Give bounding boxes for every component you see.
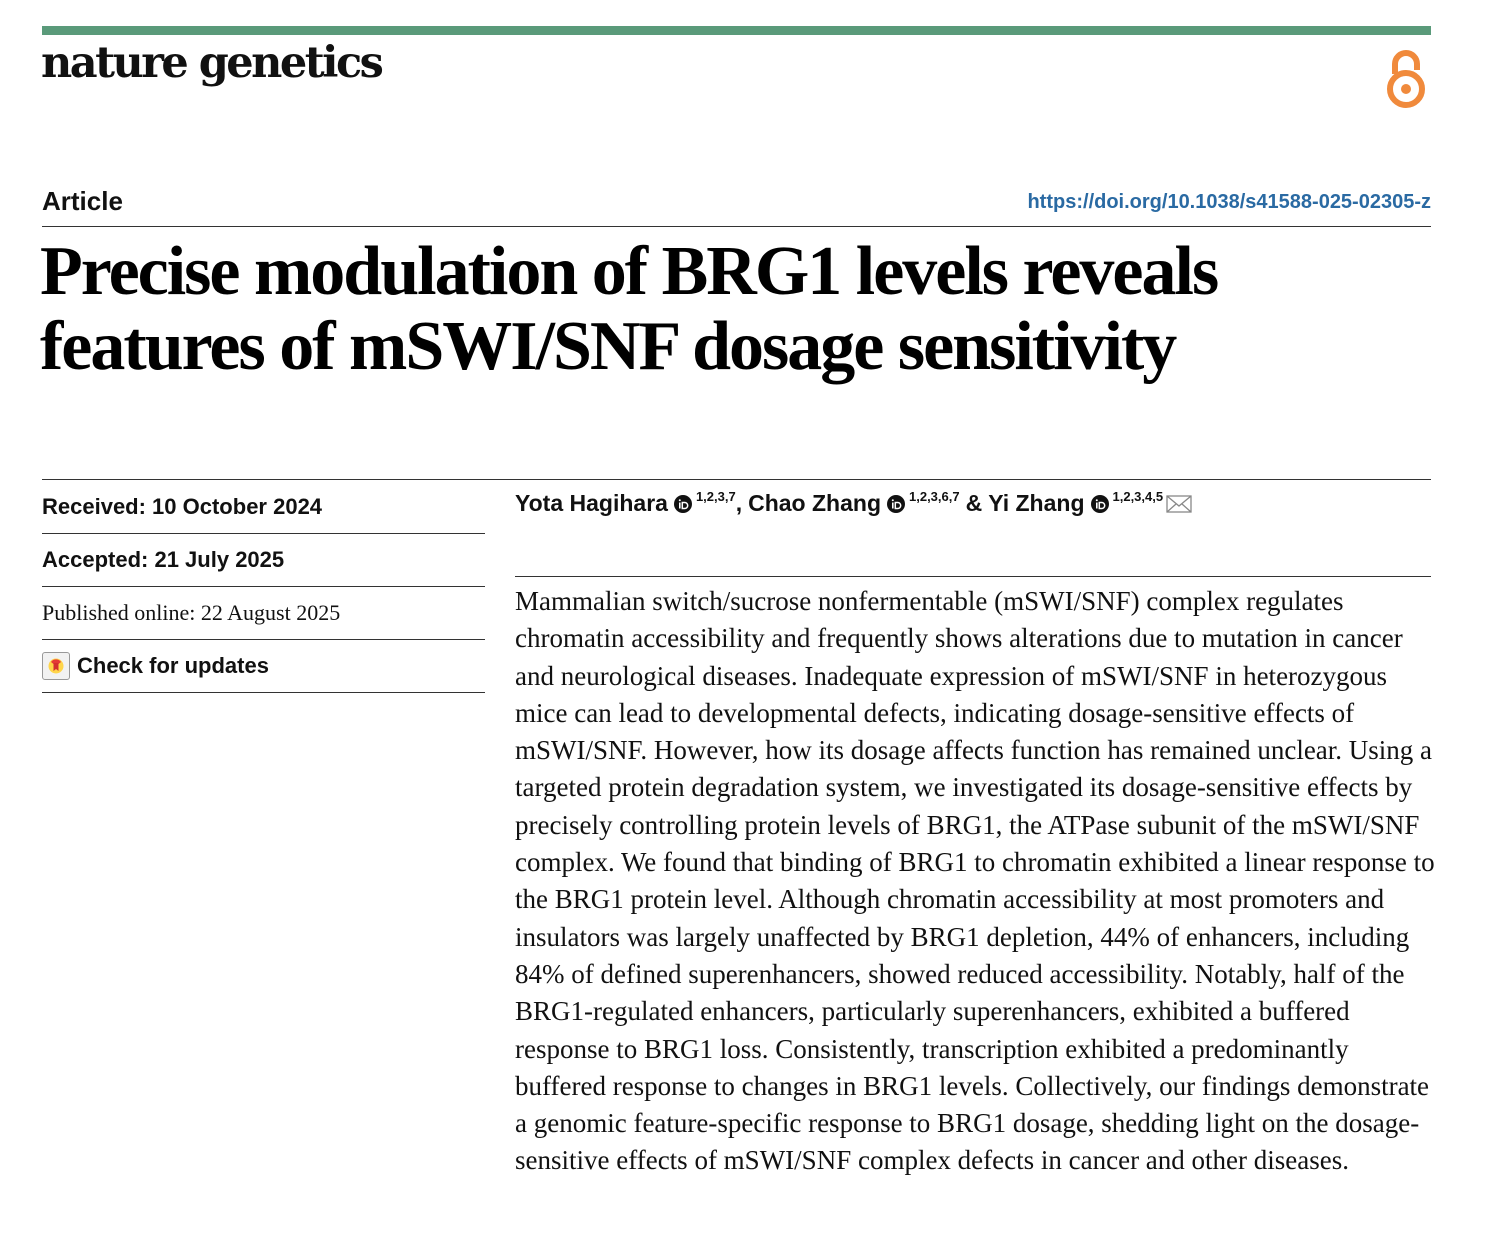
publication-dates: [42, 481, 485, 693]
email-icon[interactable]: [1166, 494, 1192, 514]
author-name[interactable]: Chao Zhang: [748, 490, 881, 516]
author-name[interactable]: Yota Hagihara: [515, 490, 668, 516]
author-list: [515, 490, 1192, 517]
author-separator: ,: [735, 490, 743, 516]
open-access-icon: [1383, 44, 1429, 110]
published-date: Published online: 22 August 2025: [42, 587, 485, 640]
check-for-updates-icon: [42, 652, 70, 680]
journal-accent-bar: [42, 26, 1431, 35]
author-separator: &: [965, 490, 983, 516]
article-title: Precise modulation of BRG1 levels reveals features of mSWI/SNF dosage sensitivity: [40, 233, 1218, 385]
article-type: Article: [42, 186, 123, 216]
title-divider: [42, 226, 1431, 227]
author-name[interactable]: Yi Zhang: [988, 490, 1085, 516]
doi-link[interactable]: https://doi.org/10.1038/s41588-025-02305-z: [1027, 191, 1431, 213]
check-for-updates-label: Check for updates: [77, 653, 269, 678]
meta-divider: [42, 479, 1431, 480]
accepted-date: Accepted: 21 July 2025: [42, 534, 485, 587]
author-affiliations: 1,2,3,7: [695, 489, 736, 504]
orcid-icon[interactable]: [887, 495, 905, 513]
author-affiliations: 1,2,3,4,5: [1112, 489, 1164, 504]
journal-name: nature genetics: [41, 38, 382, 88]
author-affiliations: 1,2,3,6,7: [909, 489, 960, 504]
received-date: Received: 10 October 2024: [42, 481, 485, 534]
abstract-divider: [515, 576, 1431, 577]
orcid-icon[interactable]: [1091, 495, 1109, 513]
orcid-icon[interactable]: [674, 495, 692, 513]
abstract-text: Mammalian switch/sucrose nonfermentable (mSWI/SNF) complex regulates chromatin accessibility and frequently shows alterations due to mutation in cancer and neurological diseases. Inadequate expression of mSWI/SNF in heterozygous mice can lead to developmental defects, indicating dosage-sensitive effects of mSWI/SNF. However, how its dosage affects function has remained unclear. Using a targeted protein degradation system, we investigated its dosage-sensitive effects by precisely controlling protein levels of BRG1, the ATPase subunit of the mSWI/SNF complex. We found that binding of BRG1 to chromatin exhibited a linear response to the BRG1 protein level. Although chromatin accessibility at most promoters and insulators was largely unaffected by BRG1 depletion, 44% of enhancers, including 84% of defined superenhancers, showed reduced accessibility. Notably, half of the BRG1-regulated enhancers, particularly superenhancers, exhibited a buffered response to BRG1 loss. Consistently, transcription exhibited a predominantly buffered response to changes in BRG1 levels. Collectively, our findings demonstrate a genomic feature-specific response to BRG1 dosage, shedding light on the dosage-sensitive effects of mSWI/SNF complex defects in cancer and other diseases.: [515, 586, 1435, 1176]
check-for-updates-button[interactable]: [42, 640, 485, 693]
